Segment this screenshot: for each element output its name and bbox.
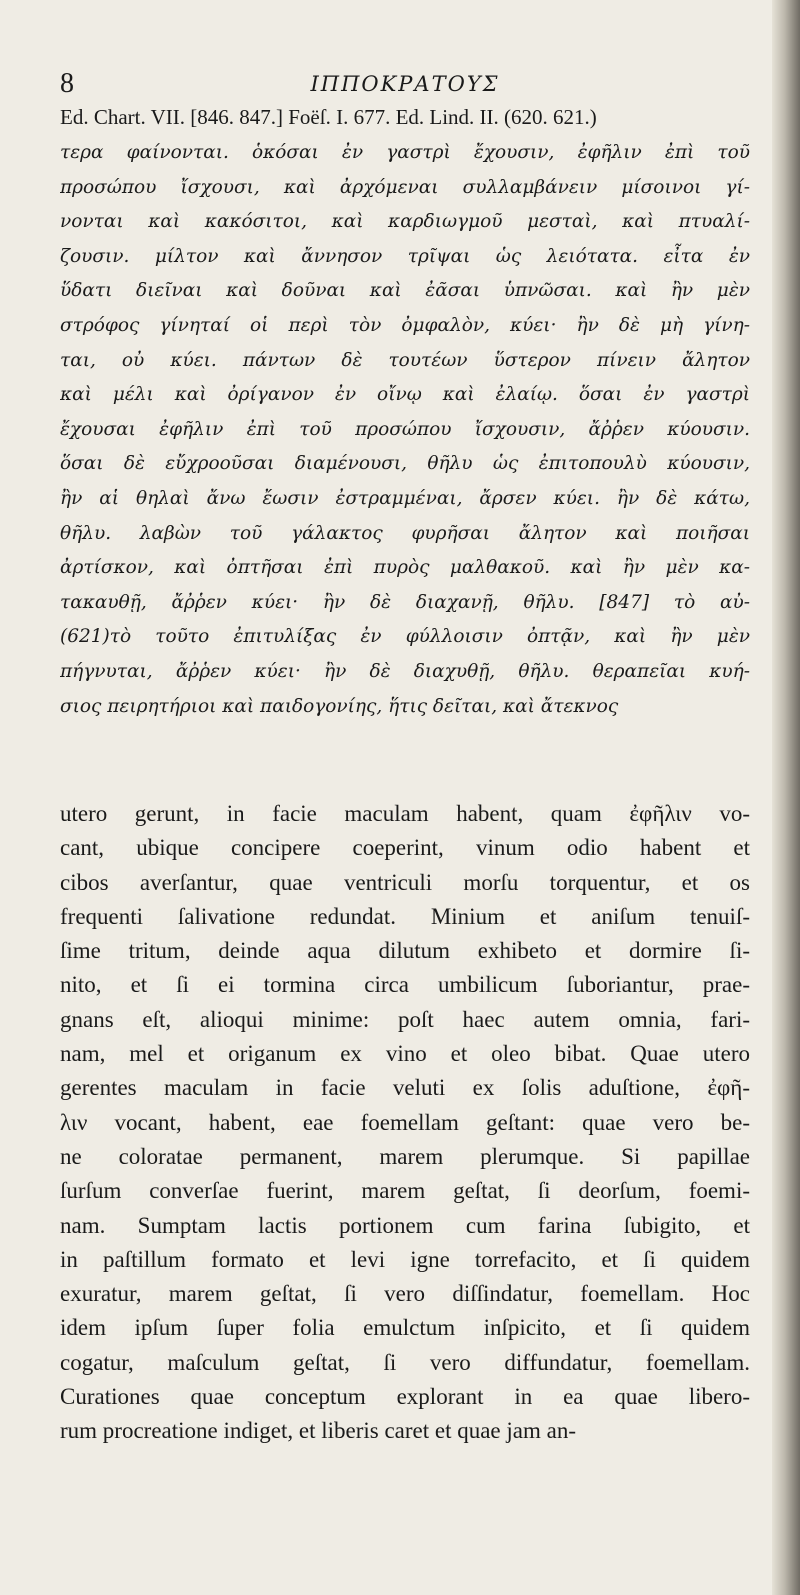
latin-text-line: cibos averſantur, quae ventriculi morſu torquentur, et os — [60, 869, 750, 895]
greek-text-line: τακαυθῇ, ἄῤῥεν κύει· ἢν δὲ διαχανῇ, θῆλυ. [847] τὸ αὐ- — [60, 591, 750, 613]
latin-text-line: nito, et ſi ei tormina circa umbilicum ſuboriantur, prae- — [60, 972, 750, 998]
greek-text-line: ἔχουσαι ἐφῆλιν ἐπὶ τοῦ προσώπου ἴσχουσιν, ἄῤῥεν κύουσιν. — [60, 418, 750, 440]
latin-text-line: exuratur, marem geſtat, ſi vero diſſindatur, foemellam. Hoc — [60, 1281, 750, 1307]
latin-translation — [60, 797, 750, 1449]
latin-text-line: idem ipſum ſuper folia emulctum inſpicito, et ſi quidem — [60, 1315, 750, 1341]
latin-text-line: rum procreatione indiget, et liberis caret et quae jam an- — [60, 1418, 576, 1444]
page-gutter-shadow — [772, 0, 800, 1595]
latin-text-line: cant, ubique concipere coeperint, vinum odio habent et — [60, 835, 750, 861]
greek-text-line: πήγνυται, ἄῤῥεν κύει· ἢν δὲ διαχυθῇ, θῆλυ. θεραπεῖαι κυή- — [60, 660, 750, 682]
greek-text-line: θῆλυ. λαβὼν τοῦ γάλακτος φυρῆσαι ἄλητον καὶ ποιῆσαι — [60, 522, 750, 544]
latin-text-line: ſime tritum, deinde aqua dilutum exhibeto et dormire ſi- — [60, 938, 750, 964]
greek-text — [60, 136, 750, 724]
running-title: ΙΠΠΟΚΡΑΤΟΥΣ — [310, 72, 500, 96]
greek-text-line: σιος πειρητήριοι καὶ παιδογονίης, ἥτις δεῖται, καὶ ἄτεκνος — [60, 695, 619, 717]
greek-text-line: ἀρτίσκον, καὶ ὀπτῆσαι ἐπὶ πυρὸς μαλθακοῦ. καὶ ἢν μὲν κα- — [60, 557, 750, 579]
greek-text-line: ζουσιν. μίλτον καὶ ἄννησον τρῖψαι ὡς λειότατα. εἶτα ἐν — [60, 245, 750, 267]
greek-text-line: τερα φαίνονται. ὁκόσαι ἐν γαστρὶ ἔχουσιν, ἐφῆλιν ἐπὶ τοῦ — [60, 142, 750, 163]
latin-text-line: utero gerunt, in facie maculam habent, quam ἐφῆλιν vo- — [60, 801, 750, 826]
greek-text-line: ὅσαι δὲ εὔχροοῦσαι διαμένουσι, θῆλυ ὡς ἐπιτοπουλὺ κύουσιν, — [60, 453, 750, 475]
greek-text-line: προσώπου ἴσχουσι, καὶ ἀρχόμεναι συλλαμβάνειν μίσοινοι γί- — [60, 176, 750, 198]
latin-text-line: λιν vocant, habent, eae foemellam geſtant: quae vero be- — [60, 1109, 750, 1135]
edition-references: Ed. Chart. VII. [846. 847.] Foëſ. I. 677. Ed. Lind. II. (620. 621.) — [60, 105, 597, 129]
greek-text-line: ἢν αἱ θηλαὶ ἄνω ἔωσιν ἐστραμμέναι, ἄρσεν κύει. ἢν δὲ κάτω, — [60, 487, 750, 509]
latin-text-line: frequenti ſalivatione redundat. Minium et aniſum tenuiſ- — [60, 903, 750, 929]
latin-text-line: Curationes quae conceptum explorant in ea quae libero- — [60, 1384, 750, 1410]
greek-text-line: ὕδατι διεῖναι καὶ δοῦναι καὶ ἐᾶσαι ὑπνῶσαι. καὶ ἢν μὲν — [60, 280, 750, 302]
greek-text-line: νονται καὶ κακόσιτοι, καὶ καρδιωγμοῦ μεσταὶ, καὶ πτυαλί- — [60, 211, 750, 233]
greek-text-line: (621)τὸ τοῦτο ἐπιτυλίξας ἐν φύλλοισιν ὀπτᾷν, καὶ ἢν μὲν — [60, 626, 750, 648]
latin-text-line: gnans eſt, alioqui minime: poſt haec autem omnia, fari- — [60, 1006, 750, 1032]
latin-text-line: ſurſum converſae fuerint, marem geſtat, ſi deorſum, foemi- — [60, 1178, 750, 1204]
latin-text-line: ne coloratae permanent, marem plerumque. Si papillae — [60, 1143, 750, 1169]
greek-text-line: ται, οὐ κύει. πάντων δὲ τουτέων ὕστερον πίνειν ἄλητον — [60, 349, 750, 371]
latin-text-line: gerentes maculam in facie veluti ex ſolis aduſtione, ἐφῆ- — [60, 1075, 750, 1101]
greek-text-line: στρόφος γίνηταί οἱ περὶ τὸν ὀμφαλὸν, κύει· ἢν δὲ μὴ γίνη- — [60, 314, 750, 336]
latin-text-line: nam. Sumptam lactis portionem cum farina ſubigito, et — [60, 1212, 750, 1238]
latin-text-line: in paſtillum formato et levi igne torrefacito, et ſi quidem — [60, 1246, 750, 1272]
greek-text-line: καὶ μέλι καὶ ὀρίγανον ἐν οἴνῳ καὶ ἐλαίῳ. ὅσαι ἐν γαστρὶ — [60, 384, 750, 406]
latin-text-line: cogatur, maſculum geſtat, ſi vero diffundatur, foemellam. — [60, 1349, 750, 1375]
running-head — [60, 68, 750, 100]
latin-text-line: nam, mel et origanum ex vino et oleo bibat. Quae utero — [60, 1041, 750, 1067]
page-number: 8 — [60, 68, 74, 99]
